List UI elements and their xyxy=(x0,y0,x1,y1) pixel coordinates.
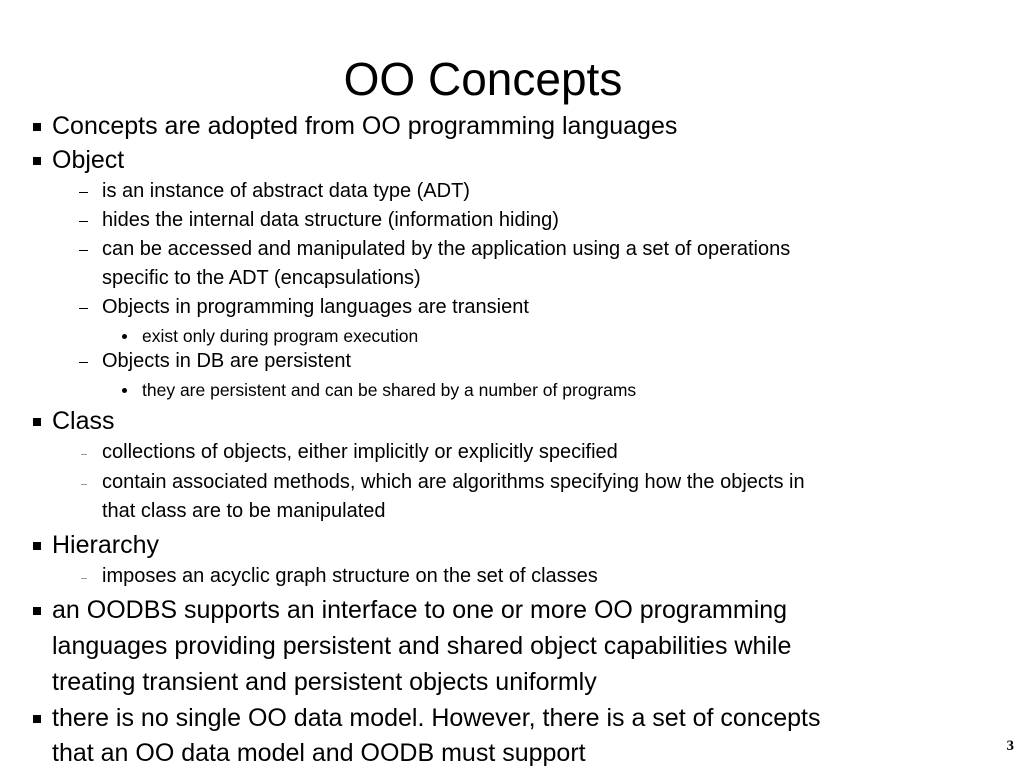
bullet-item xyxy=(30,142,124,178)
square-bullet-icon xyxy=(30,700,52,736)
page-number: 3 xyxy=(1006,738,1014,754)
bullet-text: is an instance of abstract data type (ADT) xyxy=(102,180,470,202)
sub-bullet-item xyxy=(76,235,790,264)
slide-title: OO Concepts xyxy=(343,53,623,105)
bullet-text: Class xyxy=(52,407,115,435)
sub-bullet-continuation xyxy=(76,264,421,293)
dash-bullet-icon xyxy=(76,293,102,322)
square-bullet-icon xyxy=(30,403,52,439)
bullet-text: collections of objects, either implicitly or explicitly specified xyxy=(102,441,618,463)
square-bullet-icon xyxy=(30,592,52,628)
sub-bullet-item xyxy=(76,562,598,591)
dash-bullet-icon xyxy=(76,468,102,497)
dash-bullet-icon xyxy=(76,562,102,591)
bullet-text: imposes an acyclic graph structure on the set of classes xyxy=(102,565,598,587)
square-bullet-icon xyxy=(30,527,52,563)
dot-bullet-icon xyxy=(122,377,142,403)
sub-bullet-item xyxy=(76,206,559,235)
dash-bullet-icon xyxy=(76,235,102,264)
sub-bullet-item xyxy=(76,468,805,497)
bullet-item xyxy=(30,592,787,628)
sub-sub-bullet-item xyxy=(122,377,636,403)
bullet-continuation xyxy=(30,628,791,664)
bullet-text: exist only during program execution xyxy=(142,326,419,346)
bullet-item xyxy=(30,403,115,439)
dash-bullet-icon xyxy=(76,177,102,206)
bullet-text: Hierarchy xyxy=(52,531,159,559)
dash-bullet-icon xyxy=(76,206,102,235)
bullet-text: can be accessed and manipulated by the application using a set of operations xyxy=(102,238,791,260)
sub-bullet-item xyxy=(76,347,351,376)
bullet-text: Objects in DB are persistent xyxy=(102,350,351,372)
sub-bullet-item xyxy=(76,293,529,322)
bullet-continuation xyxy=(30,735,586,771)
dash-bullet-icon xyxy=(76,438,102,467)
bullet-text: hides the internal data structure (information hiding) xyxy=(102,209,559,231)
bullet-item xyxy=(30,527,159,563)
sub-bullet-item xyxy=(76,177,470,206)
dash-bullet-icon xyxy=(76,347,102,376)
bullet-continuation xyxy=(30,664,597,700)
bullet-text: Concepts are adopted from OO programming languages xyxy=(52,112,678,140)
bullet-text: languages providing persistent and shared object capabilities while xyxy=(52,632,792,660)
bullet-text: treating transient and persistent objects uniformly xyxy=(52,668,597,696)
bullet-text: there is no single OO data model. However, there is a set of concepts xyxy=(52,704,821,732)
bullet-text: that an OO data model and OODB must support xyxy=(52,739,586,767)
bullet-text: contain associated methods, which are algorithms specifying how the objects in xyxy=(102,471,805,493)
bullet-text: Objects in programming languages are transient xyxy=(102,296,529,318)
bullet-text: that class are to be manipulated xyxy=(102,500,386,522)
square-bullet-icon xyxy=(30,142,52,178)
bullet-text: an OODBS supports an interface to one or more OO programming xyxy=(52,596,788,624)
bullet-text: they are persistent and can be shared by a number of programs xyxy=(142,380,637,400)
bullet-text: Object xyxy=(52,146,125,174)
sub-bullet-continuation xyxy=(76,497,386,526)
sub-bullet-item xyxy=(76,438,618,467)
sub-sub-bullet-item xyxy=(122,323,418,349)
bullet-text: specific to the ADT (encapsulations) xyxy=(102,267,421,289)
dot-bullet-icon xyxy=(122,323,142,349)
bullet-item xyxy=(30,108,677,144)
square-bullet-icon xyxy=(30,108,52,144)
bullet-item xyxy=(30,700,820,736)
